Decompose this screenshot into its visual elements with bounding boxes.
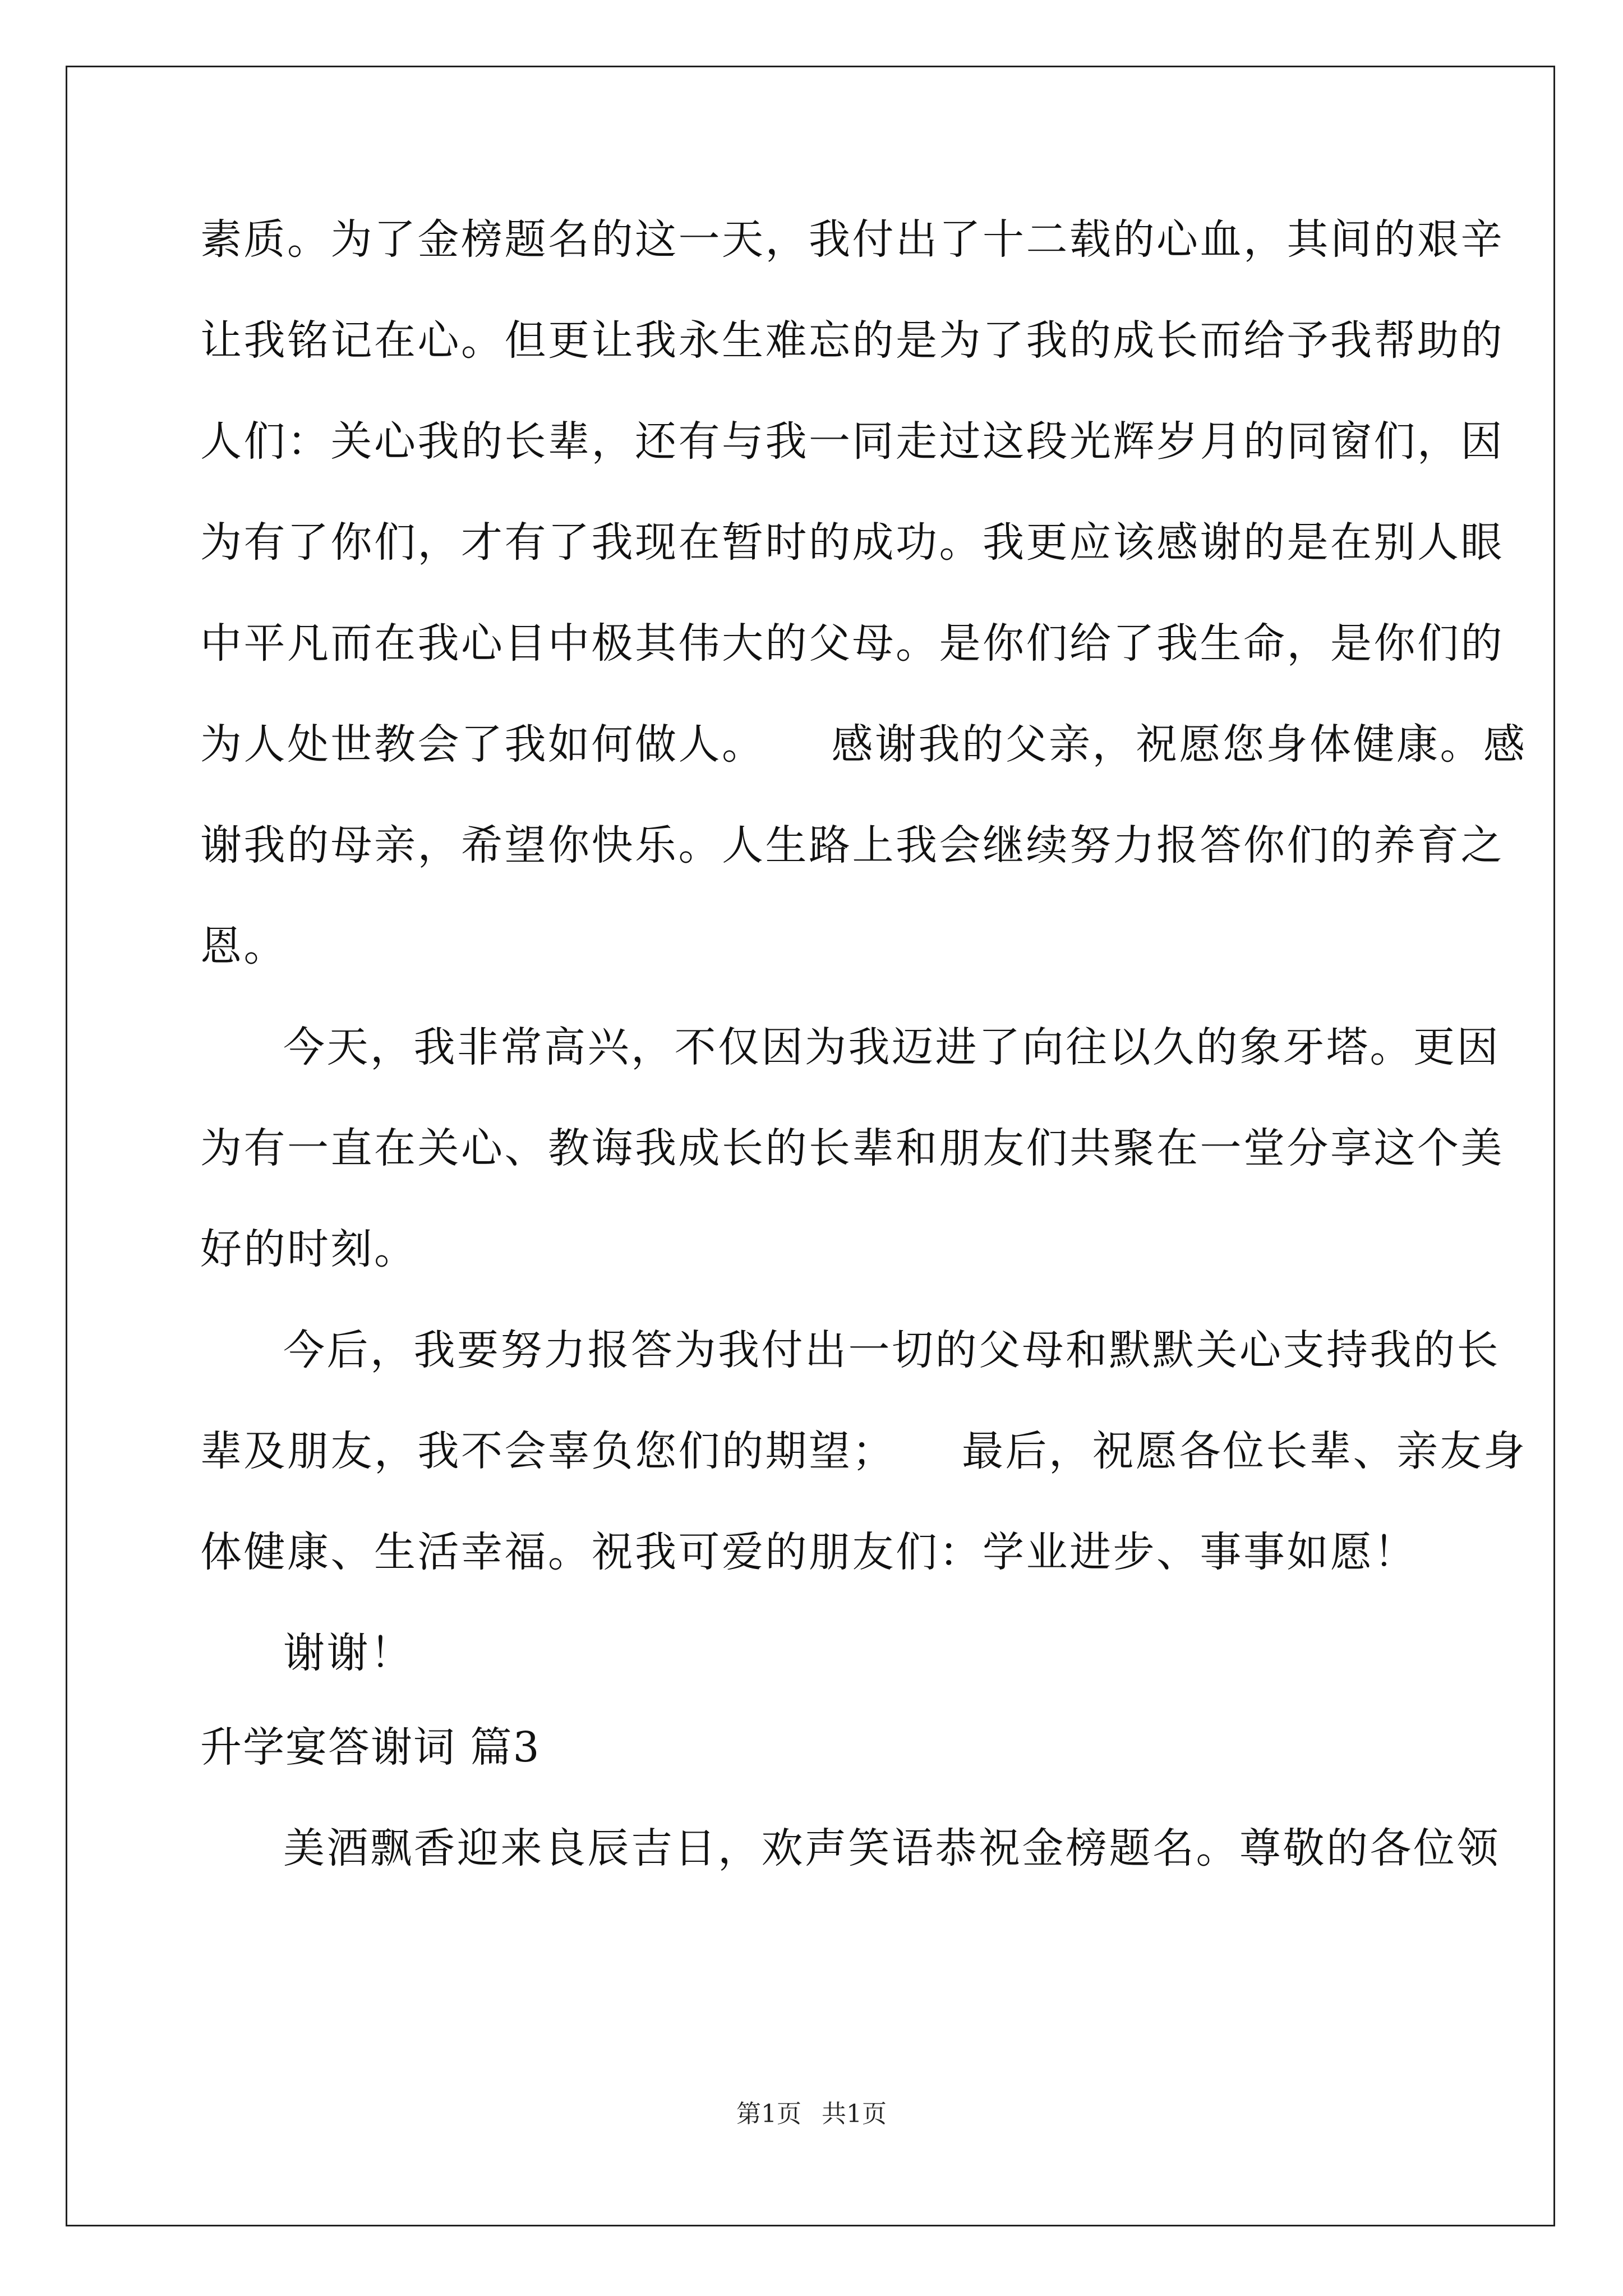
page-total: 共1页 [822, 2100, 887, 2128]
text-line: 好的时刻。 [200, 1225, 418, 1273]
text-line: 辈及朋友，我不会辜负您们的期望； 最后，祝愿各位长辈、亲友身 [200, 1427, 1527, 1475]
text-line: 今后，我要努力报答为我付出一切的父母和默默关心支持我的长 [283, 1326, 1500, 1374]
text-line: 人们：关心我的长辈，还有与我一同走过这段光辉岁月的同窗们，因 [200, 417, 1504, 466]
text-line: 恩。 [200, 922, 287, 970]
page-footer [0, 2093, 1623, 2129]
page-number: 第1页 [736, 2100, 801, 2128]
text-line: 素质。为了金榜题名的这一天，我付出了十二载的心血，其间的艰辛 [200, 215, 1504, 264]
text-line: 美酒飘香迎来良辰吉日，欢声笑语恭祝金榜题名。尊敬的各位领 [283, 1824, 1500, 1872]
text-line: 体健康、生活幸福。祝我可爱的朋友们：学业进步、事事如愿！ [200, 1528, 1417, 1576]
text-line: 让我铭记在心。但更让我永生难忘的是为了我的成长而给予我帮助的 [200, 316, 1504, 365]
text-line: 为人处世教会了我如何做人。 感谢我的父亲，祝愿您身体健康。感 [200, 720, 1527, 769]
text-line: 为有了你们，才有了我现在暂时的成功。我更应该感谢的是在别人眼 [200, 518, 1504, 567]
text-line: 谢我的母亲，希望你快乐。人生路上我会继续努力报答你们的养育之 [200, 821, 1504, 869]
text-line: 谢谢！ [283, 1629, 414, 1677]
section-heading: 升学宴答谢词 篇3 [200, 1723, 541, 1772]
text-line: 今天，我非常高兴，不仅因为我迈进了向往以久的象牙塔。更因 [283, 1023, 1500, 1071]
text-line: 为有一直在关心、教诲我成长的长辈和朋友们共聚在一堂分享这个美 [200, 1124, 1504, 1172]
text-line: 中平凡而在我心目中极其伟大的父母。是你们给了我生命，是你们的 [200, 619, 1504, 668]
